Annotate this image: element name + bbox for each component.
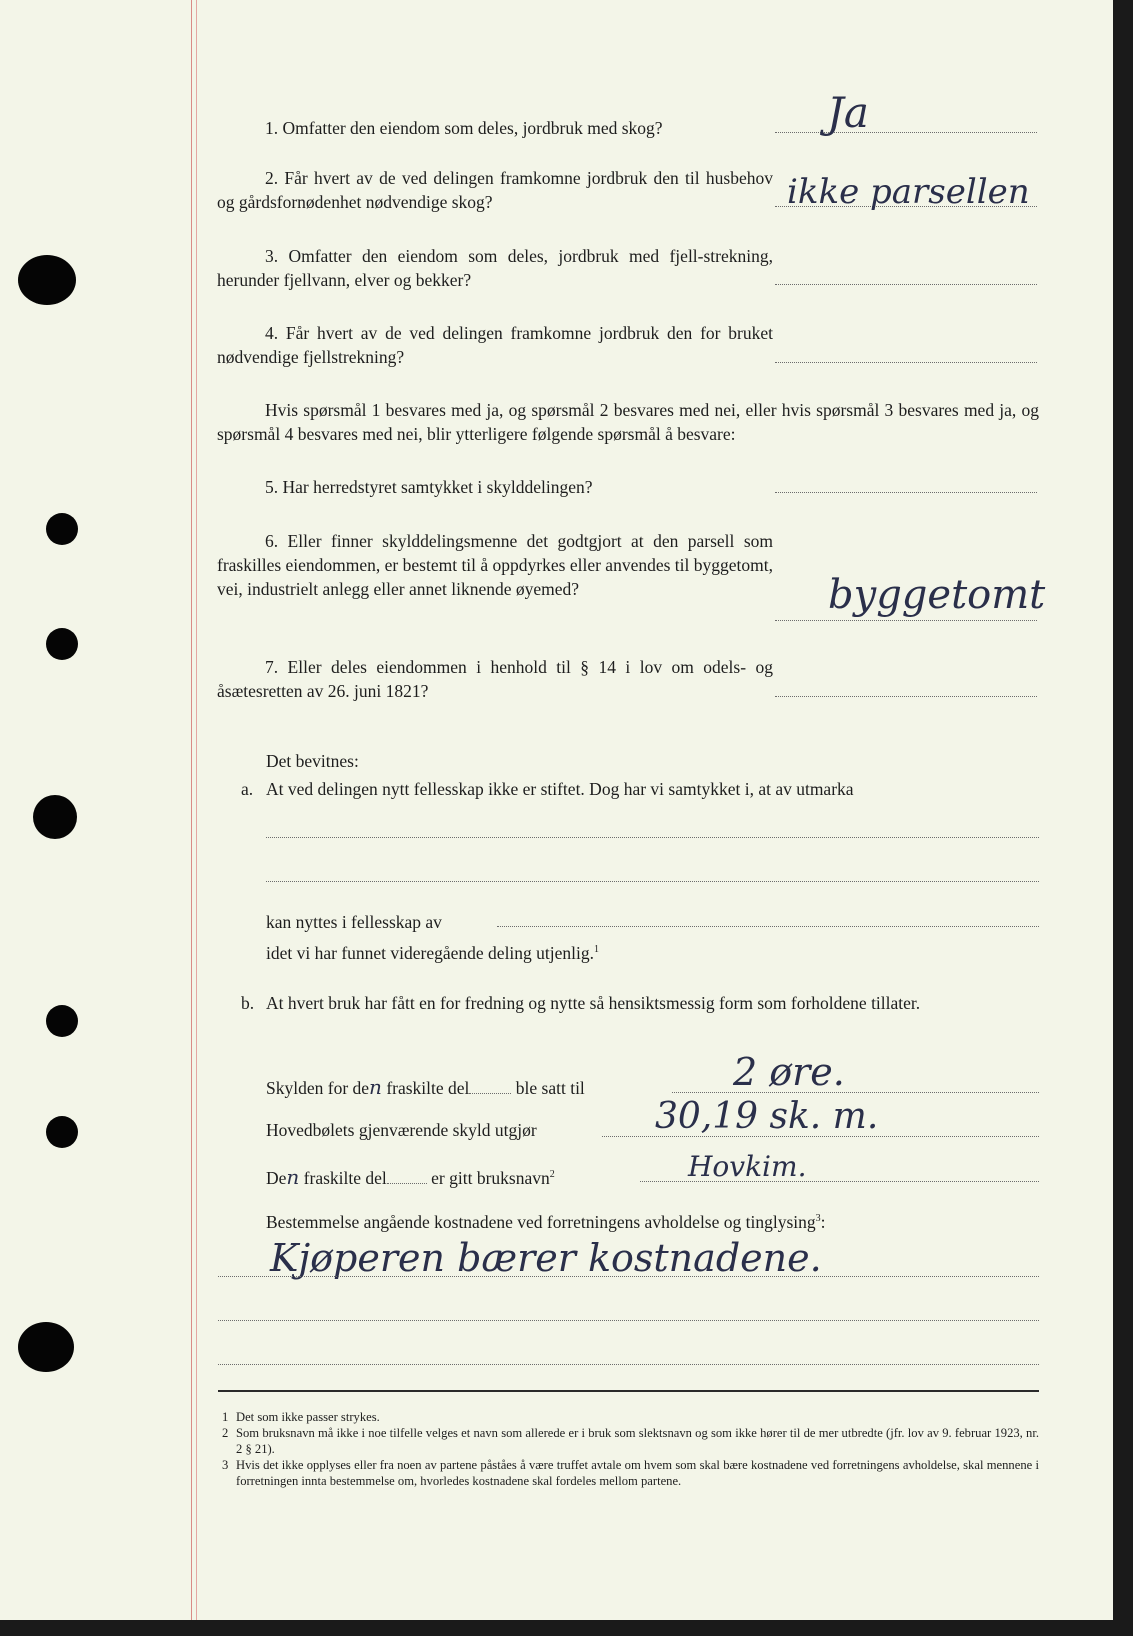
footnote-rule (218, 1390, 1039, 1392)
instruction-paragraph: Hvis spørsmål 1 besvares med ja, og spørsmål 2 besvares med nei, eller hvis spørsmål 3 besvares med ja, og spørsmål 4 besvares med nei, blir ytterligere følgende spørsmål å besvare: (217, 400, 1039, 444)
certify-a-cont: kan nyttes i fellesskap av (266, 912, 442, 932)
margin-line-red-2 (196, 0, 197, 1620)
footnote-3: 3 Hvis det ikke opplyses eller fra noen av partene påståes å være truffet avtale om hvem som skal bære kostnadene ved forretningens avholdelse, skal mennene i forretningen innta bestemmelse om, hvorledes kostnadene skal fordeles mellom partene. (222, 1458, 1039, 1488)
punch-hole (46, 628, 78, 660)
navn-mark: n (286, 1164, 300, 1189)
skyld-mark: n (369, 1075, 382, 1099)
answer-line-1 (775, 132, 1037, 133)
question-7: 7. Eller deles eiendommen i henhold til § 14 i lov om odels- og åsætesretten av 26. juni 1821? (217, 657, 773, 701)
answer-2: ikke parsellen (787, 172, 1030, 212)
answer-line-5 (775, 492, 1037, 493)
question-2: 2. Får hvert av de ved delingen framkomne jordbruk den til husbehov og gårdsfornødenhet nødvendige skog? (217, 168, 773, 212)
answer-line-4 (775, 362, 1037, 363)
fill-line (218, 1364, 1039, 1365)
punch-hole (33, 795, 77, 839)
skyld-line: Skylden for den fraskilte del ble satt til (266, 1075, 585, 1099)
question-3: 3. Omfatter den eiendom som deles, jordbruk med fjell-strekning, herunder fjellvann, elver og bekker? (217, 246, 773, 290)
footnote-1: 1 Det som ikke passer strykes. (222, 1410, 380, 1424)
kost-value: Kjøperen bærer kostnadene. (270, 1236, 822, 1280)
footnote-2: 2 Som bruksnavn må ikke i noe tilfelle velges et navn som allerede er i bruk som slektsnavn og som ikke hører til de mer utbredte (jfr. lov av 9. februar 1923, nr. 2 § 21). (222, 1426, 1039, 1456)
navn-value: Hovkim. (688, 1150, 807, 1183)
answer-6: byggetomt (828, 572, 1046, 618)
answer-line-7 (775, 696, 1037, 697)
fill-line (218, 1320, 1039, 1321)
fill-line (497, 926, 1039, 927)
question-1: 1. Omfatter den eiendom som deles, jordbruk med skog? (265, 118, 663, 138)
fill-line (266, 837, 1039, 838)
certify-a-label: a. (241, 779, 254, 799)
punch-hole (46, 1005, 78, 1037)
punch-hole (18, 1322, 74, 1372)
punch-hole (46, 1116, 78, 1148)
certify-b-text: At hvert bruk har fått en for fredning og nytte så hensiktsmessig form som forholdene tillater. (266, 993, 921, 1013)
kost-label: Bestemmelse angående kostnadene ved forretningens avholdelse og tinglysing$^3$: (266, 1211, 826, 1232)
question-4: 4. Får hvert av de ved delingen framkomne jordbruk den for bruket nødvendige fjellstrekning? (217, 323, 773, 367)
hoved-value: 30,19 sk. m. (655, 1096, 879, 1137)
answer-line-3 (775, 284, 1037, 285)
certify-b-label: b. (241, 993, 255, 1013)
question-6: 6. Eller finner skylddelingsmenne det godtgjort at den parsell som fraskilles eiendommen, er bestemt til å oppdyrkes eller anvendes til byggetomt, vei, industrielt anlegg eller annet liknende øyemed? (217, 531, 773, 599)
fill-line (672, 1092, 1039, 1093)
fill-line (218, 1276, 1039, 1277)
navn-line: Den fraskilte del er gitt bruksnavn$^2$ (266, 1164, 555, 1189)
certify-heading: Det bevitnes: (266, 751, 359, 771)
hoved-label: Hovedbølets gjenværende skyld utgjør (266, 1120, 537, 1140)
answer-1: Ja (827, 88, 869, 137)
question-5: 5. Har herredstyret samtykket i skylddelingen? (265, 477, 593, 497)
certify-a-end: idet vi har funnet videregående deling utjenlig.$^1$ (266, 942, 600, 963)
skyld-value: 2 øre. (733, 1050, 845, 1094)
fill-line (266, 881, 1039, 882)
margin-line-red (191, 0, 192, 1620)
answer-line-6 (775, 620, 1037, 621)
punch-hole (46, 513, 78, 545)
certify-a-text: At ved delingen nytt fellesskap ikke er stiftet. Dog har vi samtykket i, at av utmarka (266, 779, 854, 799)
punch-hole (18, 255, 76, 305)
